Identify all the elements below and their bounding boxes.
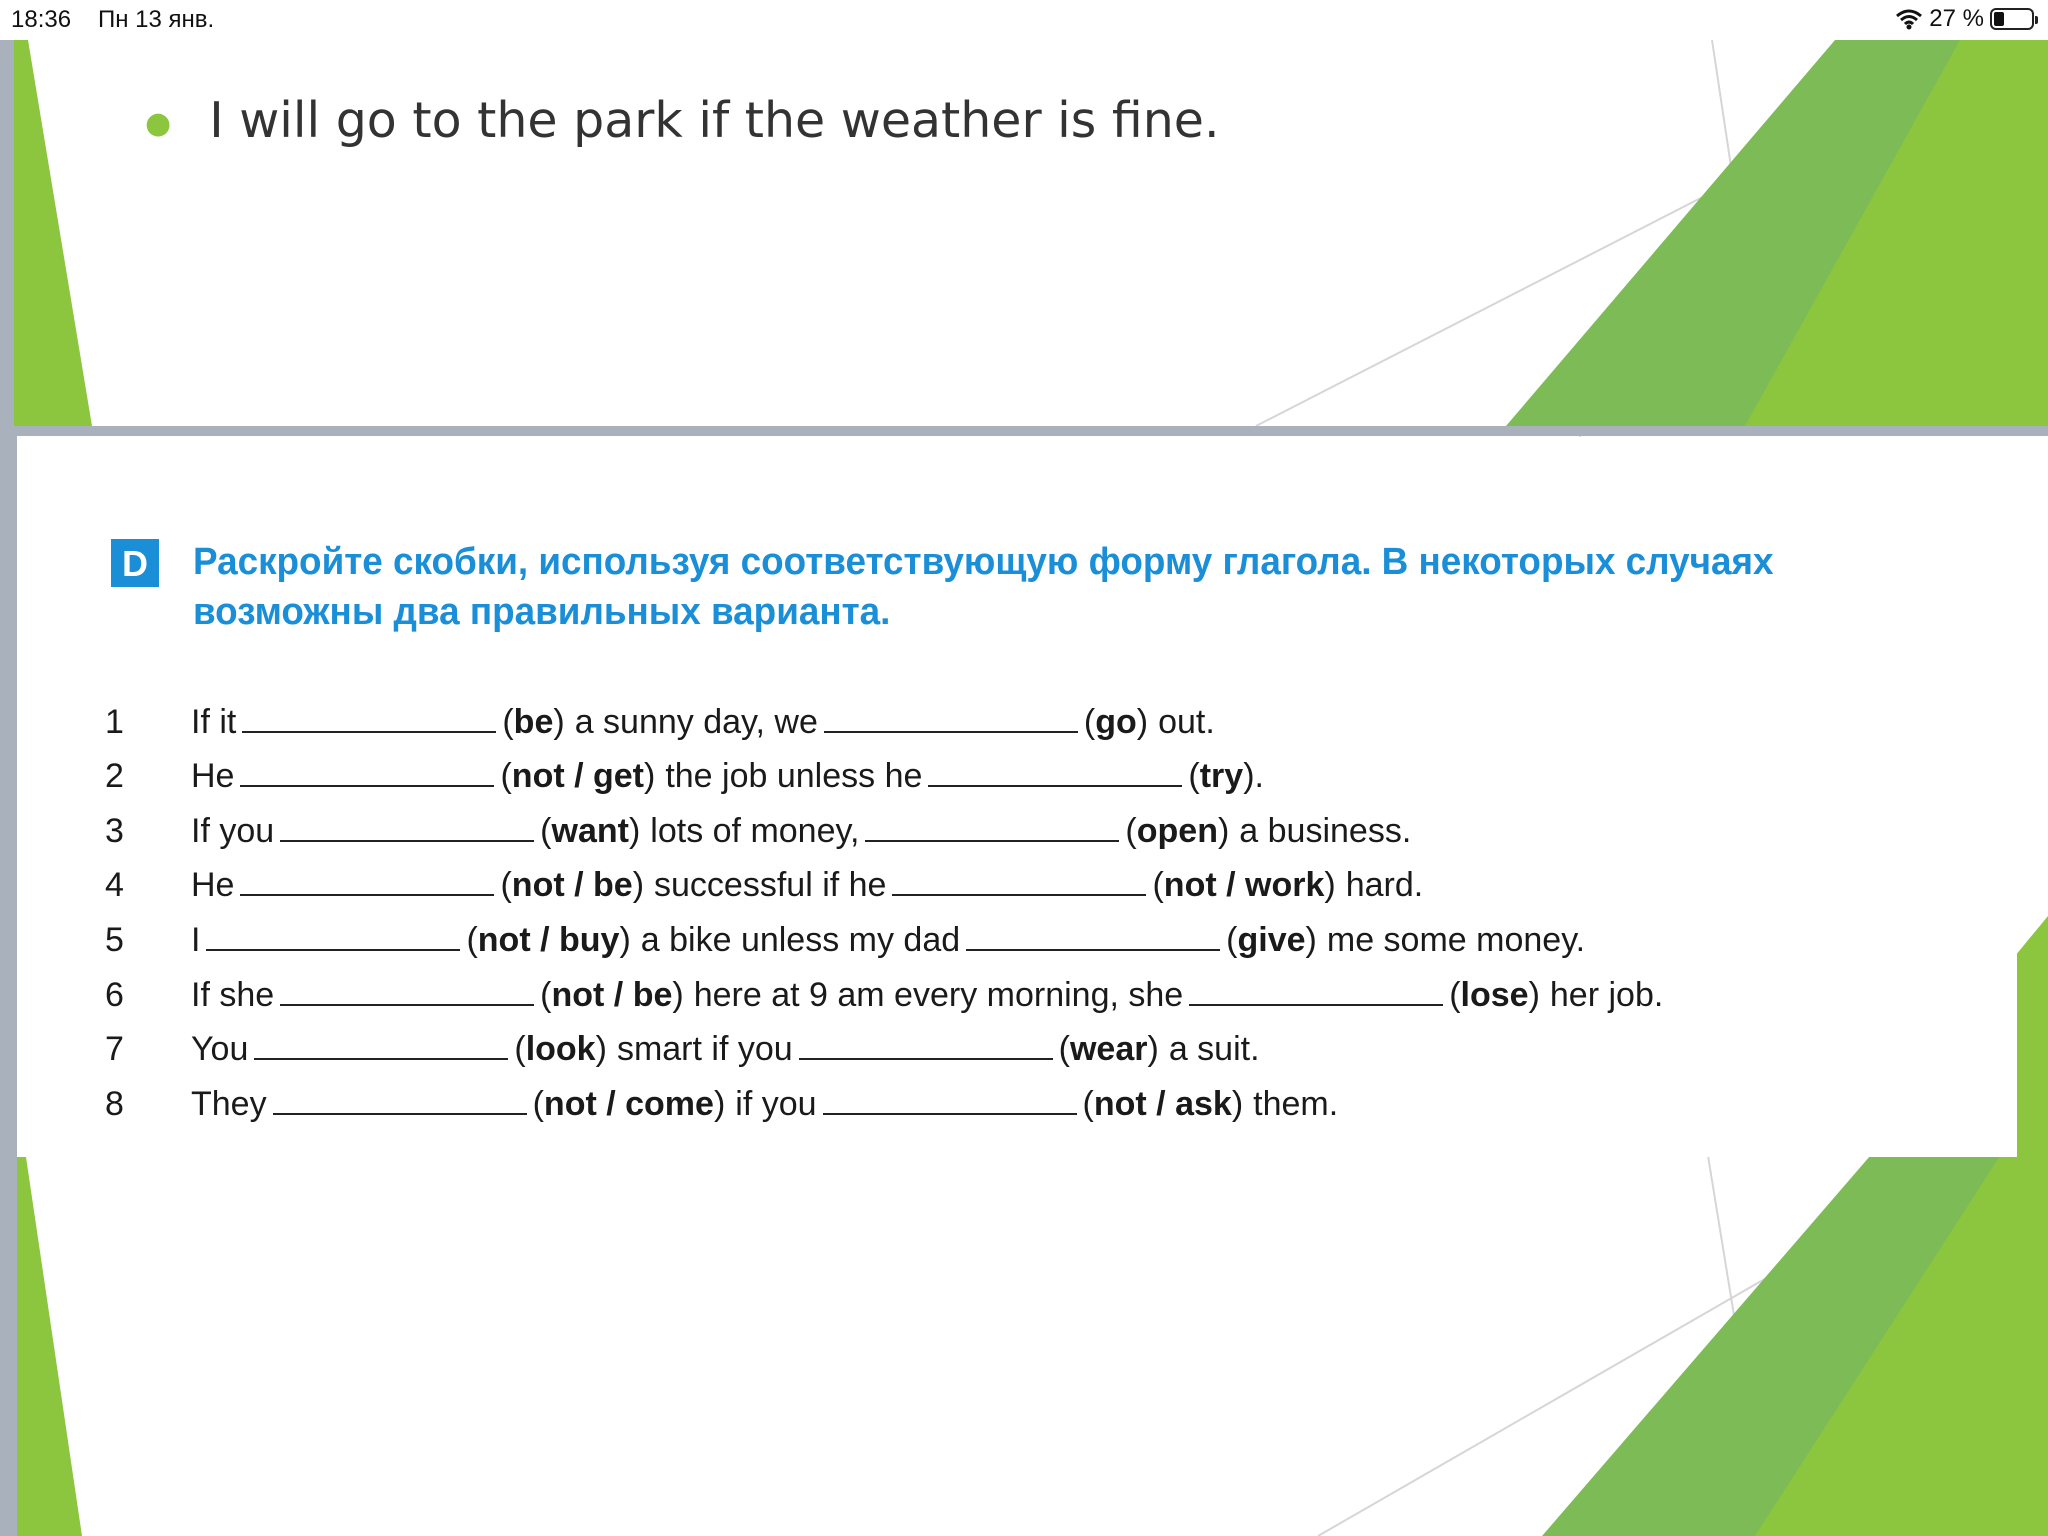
verb-hint-2: (try) [1188,757,1255,796]
sentence-row [105,1069,1663,1124]
verb-hint-2: (wear) [1058,1030,1159,1069]
slide-divider [0,426,2048,436]
answer-blank-1[interactable] [242,731,496,733]
sentence-end: me some money. [1326,920,1586,959]
sentence-number: 4 [105,866,124,905]
answer-blank-2[interactable] [824,731,1078,733]
sentence-end: . [1254,757,1264,796]
status-bar [0,0,2048,40]
sentence-end: them. [1253,1084,1339,1123]
verb-hint-1: (look) [514,1030,607,1069]
verb-hint-1: (want) [540,811,641,850]
status-right [1895,5,2034,33]
wifi-icon [1895,8,1923,30]
answer-blank-1[interactable] [206,949,460,951]
answer-blank-1[interactable] [254,1058,508,1060]
battery-icon [1990,8,2034,30]
sentence-middle: here at 9 am every morning, she [693,975,1184,1014]
exercise-label: D [111,539,159,587]
verb-hint-1: (not / be) [500,866,645,905]
sentence-row [105,742,1663,797]
answer-blank-1[interactable] [273,1113,527,1115]
verb-hint-2: (lose) [1449,975,1540,1014]
sentence-end: hard. [1345,866,1424,905]
sentence-middle: a sunny day, we [574,702,818,741]
sentence-row [105,851,1663,906]
sentence-middle: lots of money, [650,811,860,850]
bullet-item [145,92,1220,149]
sentence-start: If it [191,702,237,741]
sentence-number: 3 [105,811,124,850]
sentence-number: 7 [105,1030,124,1069]
answer-blank-1[interactable] [280,1004,534,1006]
sentence-row [105,960,1663,1015]
sentence-end: her job. [1549,975,1664,1014]
answer-blank-2[interactable] [823,1113,1077,1115]
bullet-dot: ● [145,106,172,141]
battery-fill [1994,12,2004,26]
verb-hint-1: (not / be) [540,975,684,1014]
status-date: Пн 13 янв. [98,6,215,33]
verb-hint-2: (not / ask) [1082,1084,1244,1123]
answer-blank-2[interactable] [966,949,1220,951]
sentence-number: 5 [105,920,124,959]
sentence-number: 8 [105,1084,124,1123]
answer-blank-1[interactable] [240,894,494,896]
answer-blank-1[interactable] [240,785,494,787]
sentence-list [105,687,1663,1124]
exercise-card [17,437,2017,1157]
answer-blank-1[interactable] [280,840,534,842]
verb-hint-1: (not / come) [532,1084,726,1123]
sentence-middle: a bike unless my dad [640,920,961,959]
sentence-row [105,687,1663,742]
sentence-start: They [191,1084,267,1123]
sentence-end: a business. [1239,811,1412,850]
sentence-number: 6 [105,975,124,1014]
sentence-middle: if you [735,1084,817,1123]
sentence-number: 2 [105,757,124,796]
sentence-row [105,1015,1663,1070]
sentence-row [105,796,1663,851]
bullet-text: I will go to the park if the weather is fine. [209,92,1220,149]
sentence-middle: the job unless he [665,757,923,796]
sentence-start: I [191,920,201,959]
verb-hint-1: (not / buy) [466,920,631,959]
verb-hint-2: (not / work) [1152,866,1336,905]
status-time: 18:36 [11,6,72,33]
sentence-start: If she [191,975,275,1014]
answer-blank-2[interactable] [892,894,1146,896]
battery-percent: 27 % [1929,5,1984,32]
sentence-start: He [191,757,235,796]
slide-top [0,40,2048,426]
sentence-number: 1 [105,702,124,741]
answer-blank-2[interactable] [799,1058,1053,1060]
sentence-start: You [191,1030,249,1069]
sentence-middle: smart if you [616,1030,793,1069]
verb-hint-2: (go) [1083,702,1149,741]
verb-hint-2: (open) [1125,811,1230,850]
verb-hint-1: (not / get) [500,757,656,796]
answer-blank-2[interactable] [928,785,1182,787]
sentence-start: If you [191,811,275,850]
answer-blank-2[interactable] [865,840,1119,842]
answer-blank-2[interactable] [1189,1004,1443,1006]
sentence-start: He [191,866,235,905]
sentence-middle: successful if he [654,866,887,905]
verb-hint-2: (give) [1226,920,1317,959]
verb-hint-1: (be) [502,702,565,741]
sentence-end: a suit. [1168,1030,1260,1069]
sentence-end: out. [1158,702,1215,741]
sentence-row [105,905,1663,960]
exercise-instruction: Раскройте скобки, используя соответствующую форму глагола. В некоторых случаях возможны два правильных варианта. [193,541,1774,633]
